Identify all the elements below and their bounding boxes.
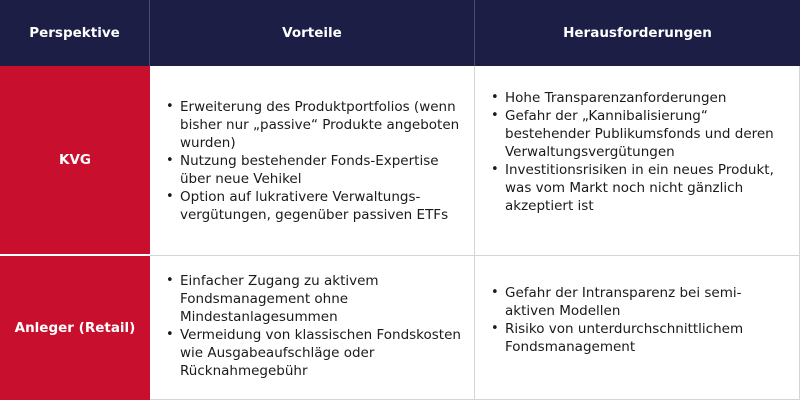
- header-vorteile: Vorteile: [150, 0, 475, 66]
- list-item: • Nutzung bestehender Fonds-Expertise über neue Vehikel: [180, 152, 466, 188]
- kvg-herausforderungen-cell: [475, 66, 800, 256]
- anleger-herausforderungen-cell: [475, 256, 800, 400]
- list-item: • Erweiterung des Produktportfolios (wenn bisher nur „passive“ Produkte angeboten wurden): [180, 98, 466, 152]
- list-item: • Gefahr der Intransparenz bei semi-aktiven Modellen: [505, 284, 791, 320]
- list-item: • Einfacher Zugang zu aktivem Fondsmanagement ohne Mindestanlagesummen: [180, 272, 466, 326]
- row-label-anleger: Anleger (Retail): [0, 256, 150, 400]
- anleger-vorteile-cell: [150, 256, 475, 400]
- list-item: • Vermeidung von klassischen Fondskosten wie Ausgabeaufschläge oder Rücknahmegebühr: [180, 326, 466, 380]
- anleger-vorteile-list: [150, 272, 474, 380]
- row-label-kvg: KVG: [0, 66, 150, 256]
- list-item: • Gefahr der „Kannibalisierung“ bestehender Publikumsfonds und deren Verwaltungsvergütungen: [505, 107, 791, 161]
- list-item: • Hohe Transparenzanforderungen: [505, 89, 791, 107]
- list-item: • Risiko von unterdurchschnittlichem Fondsmanagement: [505, 320, 791, 356]
- kvg-vorteile-list: [150, 98, 474, 224]
- list-item: • Investitionsrisiken in ein neues Produkt, was vom Markt noch nicht gänzlich akzeptiert ist: [505, 161, 791, 215]
- kvg-herausforderungen-list: [475, 89, 799, 215]
- list-item: • Option auf lukrativere Verwaltungs-vergütungen, gegenüber passiven ETFs: [180, 188, 466, 224]
- header-herausforderungen: Herausforderungen: [475, 0, 800, 66]
- header-perspektive: Perspektive: [0, 0, 150, 66]
- anleger-herausforderungen-list: [475, 284, 799, 356]
- kvg-vorteile-cell: [150, 66, 475, 256]
